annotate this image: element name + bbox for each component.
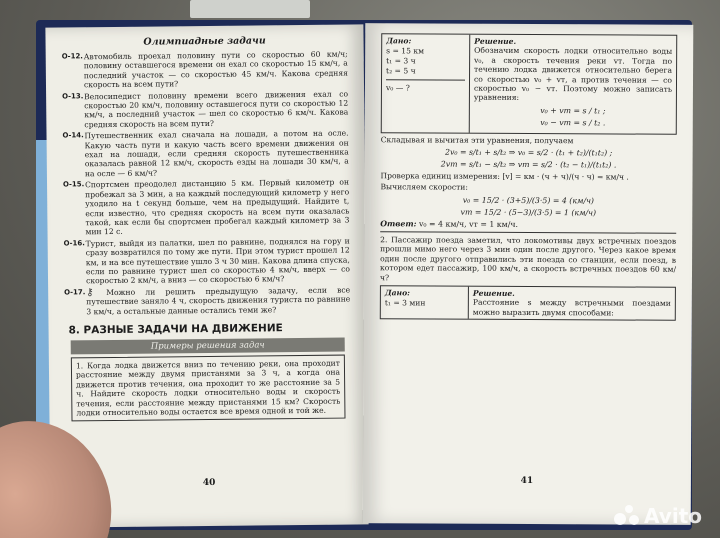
combine-text: Складывая и вычитая эти уравнения, получаем (380, 134, 574, 145)
given-column (382, 34, 471, 132)
given-label: Дано: (386, 36, 412, 46)
background-object (190, 0, 310, 18)
problem-number: О-15. (62, 180, 85, 189)
page-number: 41 (520, 475, 534, 487)
problem-number: О-16. (63, 238, 85, 248)
equation: 2v₀ = s/t₁ + s/t₂ ⇒ v₀ = s/2 · (t₁ + t₂)/(t₁t₂) ; (445, 147, 613, 158)
divider (386, 79, 465, 80)
key-icon: ⚷ (86, 286, 94, 299)
problem-text: Автомобиль проехал половину пути со скоростью 60 км/ч; половину оставшегося времени он ехал со скоростью 15 км/ч, а последний участок — со скоростью 45 км/ч. Какова средняя скорость на всем пути? (83, 49, 348, 90)
problem-item (64, 285, 350, 316)
examples-banner: Примеры решения задач (71, 338, 345, 355)
problem-text: Спортсмен преодолел дистанцию 5 км. Первый километр он пробежал за 3 мин, а на каждый последующий километр у него уходило на t секунд больше, чем на предыдущий. Найдите t, если известно, что средняя скорость на всем пути оказалась такой, как если бы спортсмен пробегал каждый километр за 3 мин 12 с. (84, 177, 350, 237)
answer-text: v₀ = 4 км/ч, vт = 1 км/ч. (418, 219, 519, 229)
given-line: t₁ = 3 ч (386, 56, 416, 66)
equation: 2vт = s/t₁ − s/t₂ ⇒ vт = s/2 · (t₂ − t₁)/(t₁t₂) . (440, 159, 617, 170)
given-line: t₂ = 5 ч (386, 66, 416, 76)
calculation: v₀ = 15/2 · (3+5)/(3·5) = 4 (км/ч) (462, 195, 595, 206)
given-label: Дано: (384, 288, 411, 298)
given-solution-grid (381, 33, 678, 134)
section-heading: 8. РАЗНЫЕ ЗАДАЧИ НА ДВИЖЕНИЕ (68, 322, 283, 337)
compute-text: Вычисляем скорости: (380, 182, 468, 193)
problem-number: О-14. (62, 131, 84, 140)
problem-body: Можно ли решить предыдущую задачу, если все путешествие заняло 4 ч, скорость движения туриста по равнине 3 км/ч, а остальные данные остались теми же? (86, 285, 351, 316)
equation: v₀ + vт = s / t₁ ; (540, 105, 606, 116)
problem-text (86, 285, 350, 316)
watermark-text: Avito (644, 504, 702, 528)
solution-text: Расстояние s между встречными поездами можно выразить двумя способами: (472, 298, 671, 318)
problem-item (64, 236, 350, 286)
left-page (45, 24, 368, 527)
problem-item (62, 129, 348, 179)
problem-text: Велосипедист половину времени всего движения ехал со скоростью 20 км/ч, половину оставшегося пути со скоростью 12 км/ч, а последний участок — шел со скоростью 6 км/ч. Какова средняя скорость на всем пути? (84, 89, 349, 130)
given-column (381, 286, 469, 319)
problem-item (62, 50, 348, 91)
solution-column (470, 35, 677, 134)
problem-item (62, 89, 348, 130)
problem-item (63, 178, 350, 237)
equation: v₀ − vт = s / t₂ . (540, 118, 606, 128)
problem-text: Турист, выйдя из палатки, шел по равнине, поднялся на гору и сразу возвратился по тому же пути. При этом турист прошел 12 км, и на все путешествие ушло 3 ч 30 мин. Какова длина спуска, если по равнине турист шел со скоростью 4 км/ч, вверх — со скоростью 2 км/ч, а вниз — со скоростью 6 км/ч? (85, 236, 350, 286)
given-line: s = 15 км (386, 46, 425, 56)
given-solution-grid-2 (380, 285, 676, 321)
answer-label: Ответ: (380, 219, 417, 229)
find-line: v₀ — ? (385, 83, 410, 93)
calculation: vт = 15/2 · (5−3)/(3·5) = 1 (км/ч) (460, 207, 597, 218)
example-box: 1. Когда лодка движется вниз по течению реки, она проходит расстояние между двумя пристанями за 3 ч, а когда она движется против течения, она проходит то же расстояние за 5 ч. Найдите скорость лодки относительно воды и скорость течения, если расстояние между пристанями 15 км? Скорость лодки относительно воды остается все время одной и той же. (71, 355, 346, 422)
solution-text: Обозначим скорость лодки относительно воды v₀, а скорость течения реки vт. Тогда по течению лодка движется относительно берега со скоростью v₀ + vт, а против течения — со скоростью v₀ − vт. Поэтому можно записать уравнения: (473, 46, 673, 103)
units-check: Проверка единиц измерения: [v] = км · (ч + ч)/(ч · ч) = км/ч . (380, 171, 629, 182)
given-line: t₁ = 3 мин (384, 298, 426, 308)
watermark (614, 504, 702, 528)
answer-line (380, 219, 676, 230)
page-number: 40 (202, 477, 216, 489)
problem-number: О-12. (61, 52, 83, 61)
right-page (363, 23, 694, 525)
divider (380, 231, 676, 234)
problem-number: О-13. (62, 91, 84, 101)
solution-column (469, 287, 675, 320)
avito-logo-icon (614, 505, 640, 527)
solution-label: Решение. (474, 36, 517, 46)
problem-2-text: 2. Пассажир поезда заметил, что локомотивы двух встречных поездов прошли мимо него через 3 мин один после другого. Через какое время один после другого отправились эти поезда со станции, если поезд, в котором едет пассажир, 100 км/ч, а скорость встречных поездов 60 км/ч? (379, 235, 677, 282)
solution-label: Решение. (472, 288, 515, 298)
problem-number: О-17. (64, 288, 86, 297)
problem-text: Путешественник ехал сначала на лошади, а потом на осле. Какую часть пути и какую часть всего времени движения он ехал на лошади, если средняя скорость путешественника оказалась равной 12 км/ч, скорость езды на лошади 30 км/ч, а на осле — 6 км/ч? (84, 128, 349, 179)
running-head: Олимпиадные задачи (143, 35, 266, 48)
